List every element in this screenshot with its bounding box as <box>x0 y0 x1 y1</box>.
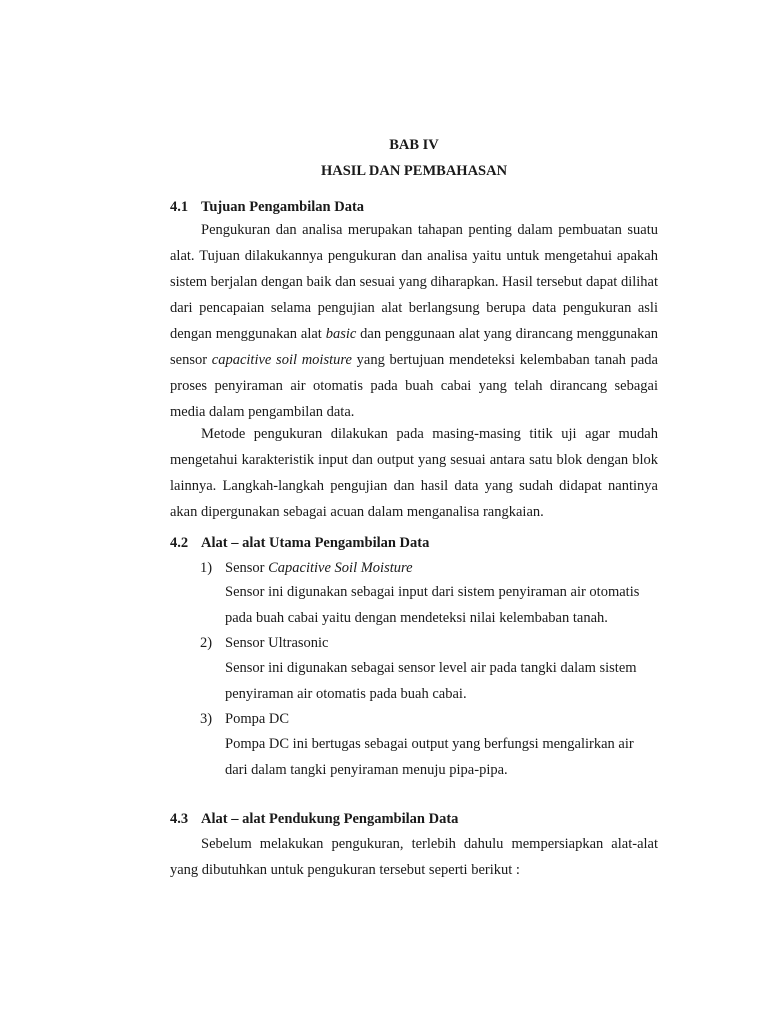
section-title: Alat – alat Pendukung Pengambilan Data <box>201 811 459 827</box>
paragraph-text: yang bertujuan mendeteksi kelembaban tanah pada proses penyiraman air otomatis pada buah cabai yang telah dirancang sebagai media dalam pengambilan data. <box>170 352 658 420</box>
section-number: 4.2 <box>170 535 189 551</box>
list-item-number: 1) <box>200 560 213 576</box>
section-4-3-paragraph-1 <box>170 831 658 883</box>
chapter-title: HASIL DAN PEMBAHASAN <box>320 163 508 179</box>
section-4-1-paragraph-1 <box>170 217 658 425</box>
list-item-label: Sensor Ultrasonic <box>225 635 329 651</box>
list-item-2-description <box>225 655 665 707</box>
list-item-3 <box>200 711 289 728</box>
paragraph-italic-term: capacitive soil moisture <box>211 352 352 368</box>
chapter-number: BAB IV <box>389 137 439 153</box>
paragraph-text: Pengukuran dan analisa merupakan tahapan penting dalam pembuatan suatu alat. Tujuan dilakukannya pengukuran dan analisa yaitu untuk mengetahui apakah sistem berjalan dengan baik dan sesuai yang diharapkan. Hasil tersebut dapat dilihat dari pencapaian selama pengujian alat berlangsung berupa data pengukuran asli dengan menggunakan alat <box>170 222 659 342</box>
description-line: Sensor ini digunakan sebagai input dari sistem penyiraman air otomatis <box>225 584 640 600</box>
list-item-number: 2) <box>200 635 213 651</box>
description-line: dari dalam tangki penyiraman menuju pipa-pipa. <box>225 762 508 778</box>
section-number: 4.3 <box>170 811 189 827</box>
paragraph-italic-term: basic <box>325 326 357 342</box>
list-item-number: 3) <box>200 711 213 727</box>
description-line: penyiraman air otomatis pada buah cabai. <box>225 686 467 702</box>
list-item-label: Sensor <box>225 560 269 576</box>
section-number: 4.1 <box>170 199 189 215</box>
paragraph-text: Sebelum melakukan pengukuran, terlebih dahulu mempersiapkan alat-alat yang dibutuhkan untuk pengukuran tersebut seperti berikut : <box>170 836 658 878</box>
section-4-1-paragraph-2 <box>170 421 658 525</box>
list-item-2 <box>200 635 329 652</box>
paragraph-text: dan penggunaan alat yang dirancang menggunakan sensor <box>170 326 658 368</box>
description-line: pada buah cabai yaitu dengan mendeteksi nilai kelembaban tanah. <box>225 610 608 626</box>
description-line: Sensor ini digunakan sebagai sensor level air pada tangki dalam sistem <box>225 660 637 676</box>
section-title: Alat – alat Utama Pengambilan Data <box>201 535 430 551</box>
description-line: Pompa DC ini bertugas sebagai output yang berfungsi mengalirkan air <box>225 736 634 752</box>
list-item-1-description <box>225 579 665 631</box>
list-item-3-description <box>225 731 665 783</box>
list-item-label: Pompa DC <box>225 711 290 727</box>
paragraph-text: Metode pengukuran dilakukan pada masing-masing titik uji agar mudah mengetahui karakteristik input dan output yang sesuai antara satu blok dengan blok lainnya. Langkah-langkah pengujian dan hasil data yang sudah didapat nantinya akan dipergunakan sebagai acuan dalam menganalisa rangkaian. <box>170 426 658 520</box>
section-heading-4-2 <box>170 535 429 552</box>
list-item-1 <box>200 560 413 577</box>
section-heading-4-1 <box>170 199 364 216</box>
list-item-label-italic: Capacitive Soil Moisture <box>268 560 413 576</box>
section-title: Tujuan Pengambilan Data <box>201 199 365 215</box>
section-heading-4-3 <box>170 811 458 828</box>
